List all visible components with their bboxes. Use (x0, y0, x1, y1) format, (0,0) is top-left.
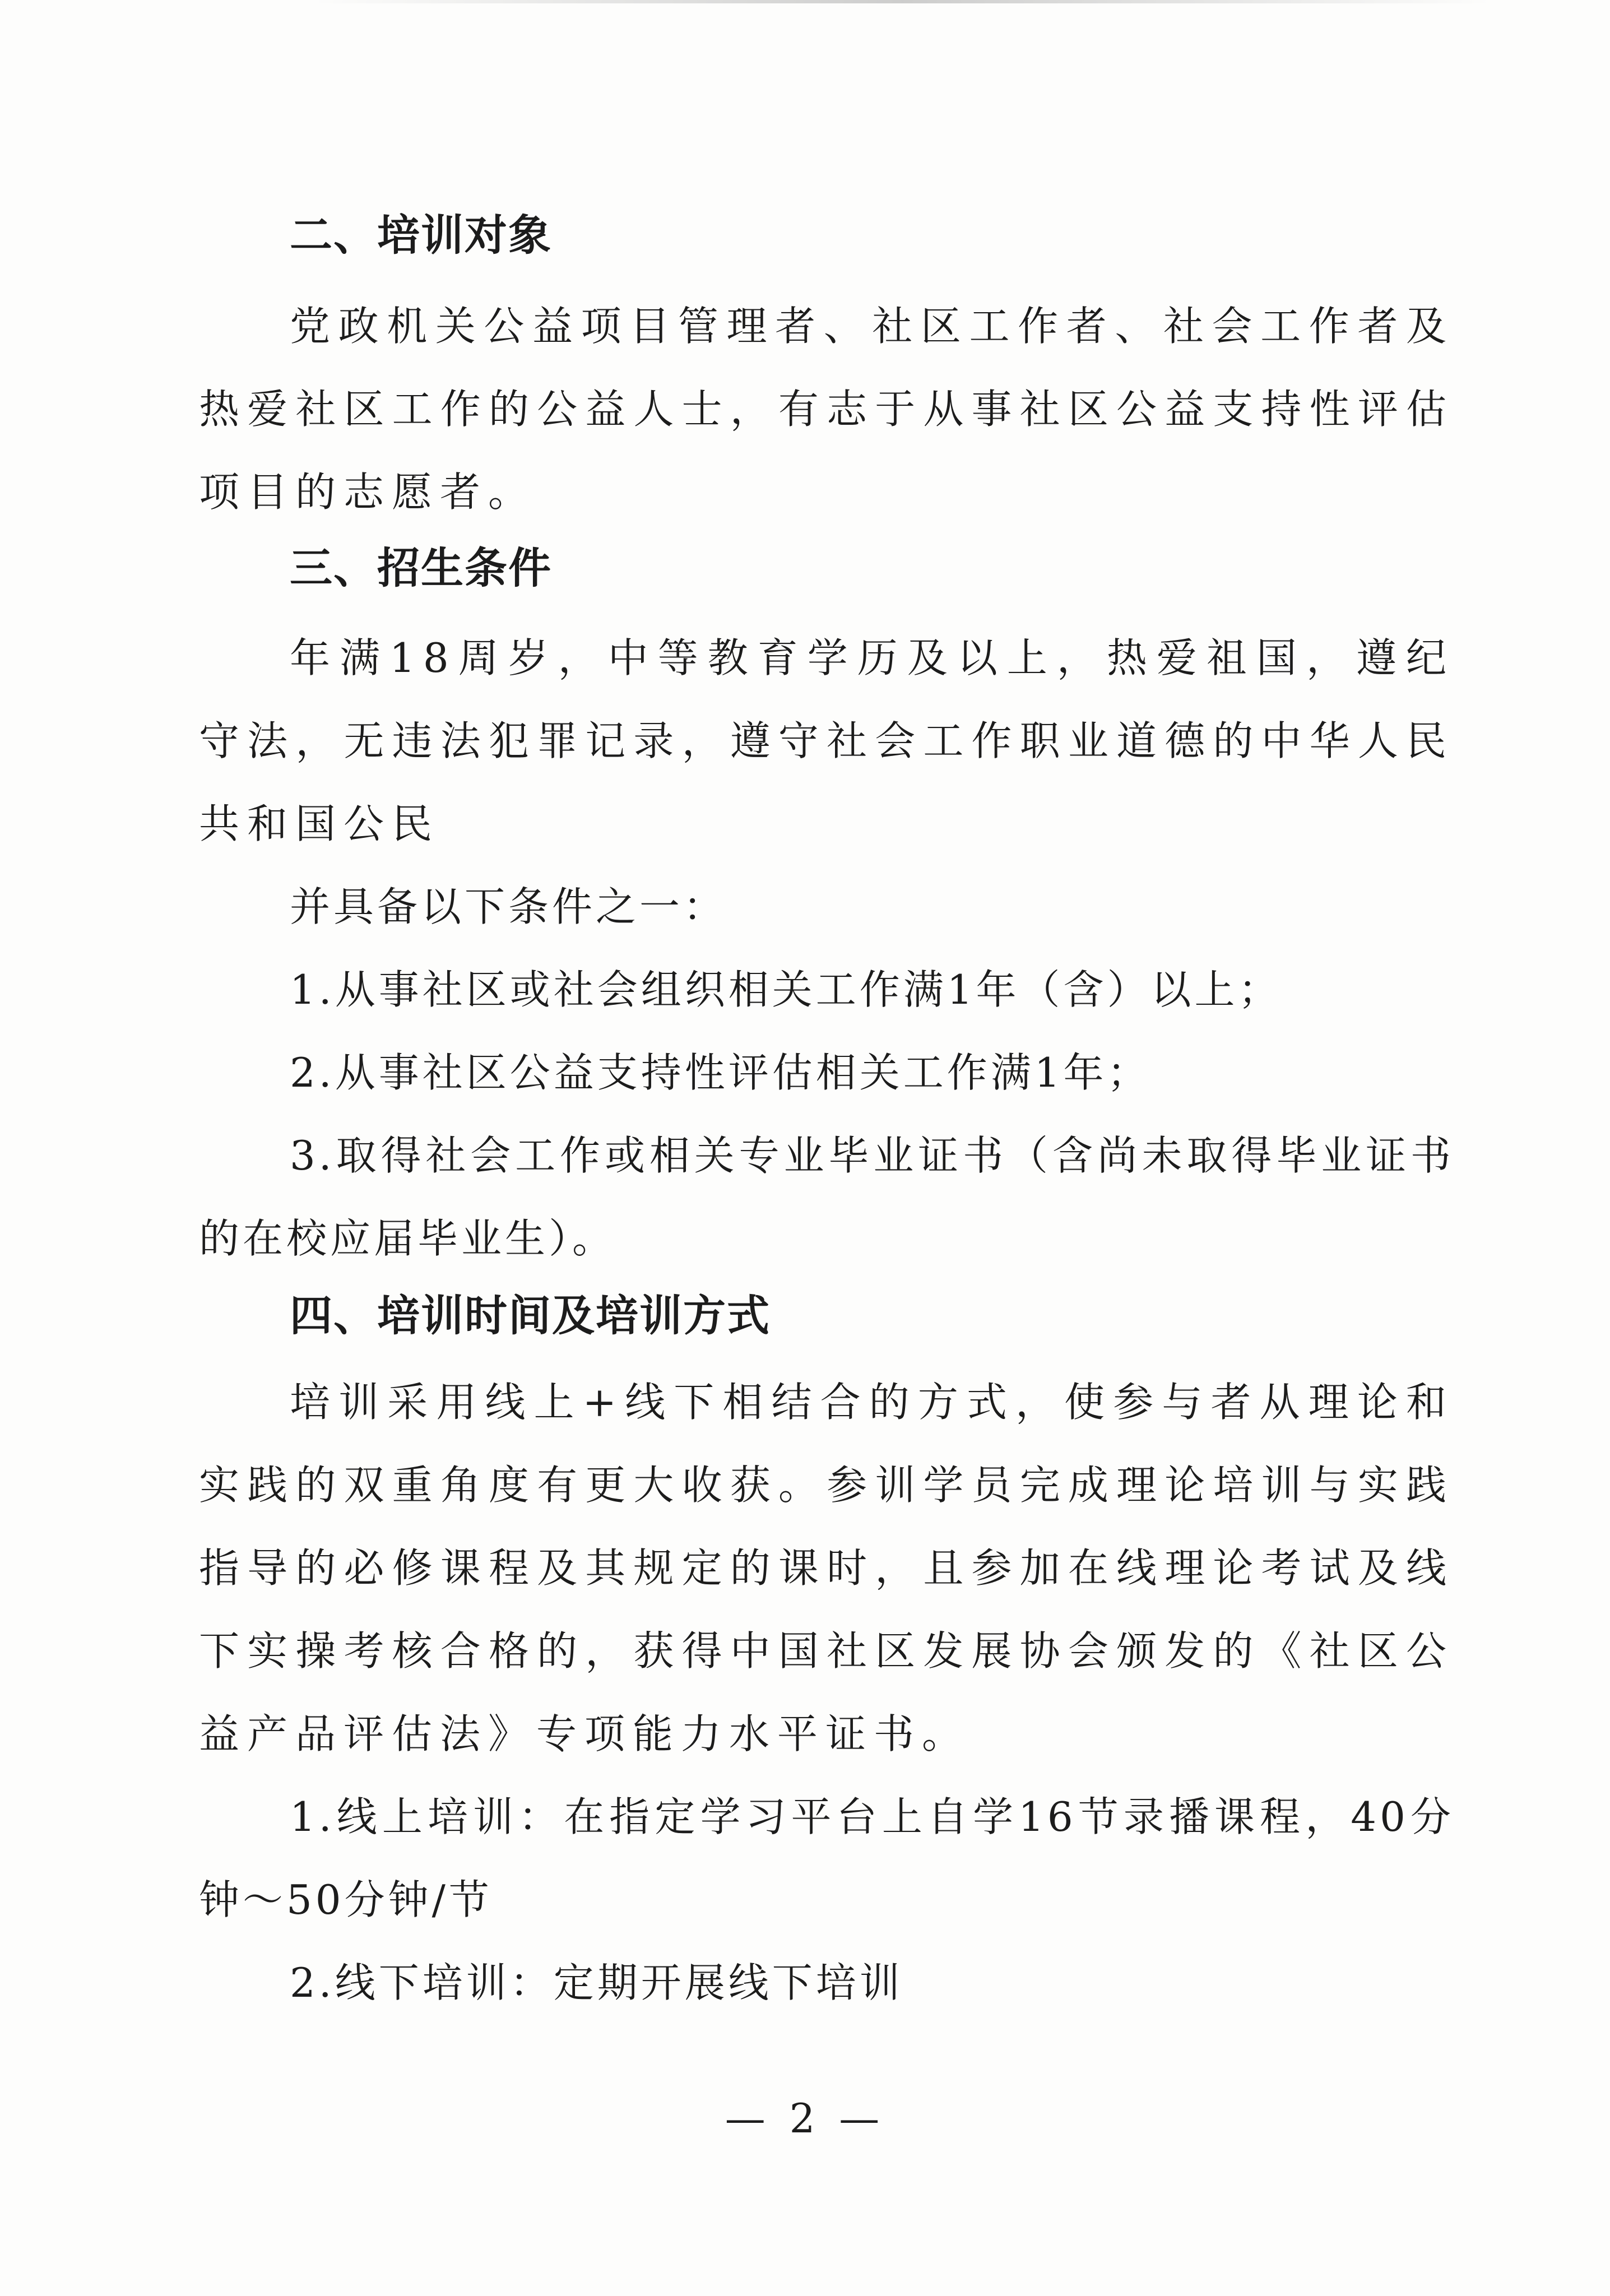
page-number: — 2 — (725, 2095, 885, 2142)
online-training-item: 1.线上培训：在指定学习平台上自学16节录播课程，40分钟～50分钟/节 (199, 1793, 1454, 1923)
section-heading-training-time-and-method: 四、培训时间及培训方式 (290, 1291, 771, 1341)
condition-item: 1.从事社区或社会组织相关工作满1年（含）以上； (290, 966, 1282, 1013)
scan-edge-line (314, 0, 1491, 3)
condition-item: 2.从事社区公益支持性评估相关工作满1年； (290, 1049, 1151, 1096)
offline-training-item: 2.线下培训：定期开展线下培训 (290, 1959, 903, 2006)
section-heading-enrollment-requirements: 三、招生条件 (290, 543, 552, 593)
enrollment-requirements-paragraph: 年满18周岁，中等教育学历及以上，热爱祖国，遵纪守法，无违法犯罪记录，遵守社会工作职业道德的中华人民共和国公民 (199, 634, 1454, 847)
training-method-paragraph: 培训采用线上+线下相结合的方式，使参与者从理论和实践的双重角度有更大收获。参训学员完成理论培训与实践指导的必修课程及其规定的课时，且参加在线理论考试及线下实操考核合格的，获得中国社区发展协会颁发的《社区公益产品评估法》专项能力水平证书。 (199, 1379, 1454, 1757)
training-targets-paragraph: 党政机关公益项目管理者、社区工作者、社会工作者及热爱社区工作的公益人士，有志于从事社区公益支持性评估项目的志愿者。 (199, 303, 1454, 516)
page-content (199, 207, 1454, 2024)
condition-item: 3.取得社会工作或相关专业毕业证书（含尚未取得毕业证书的在校应届毕业生）。 (199, 1132, 1454, 1262)
conditions-intro: 并具备以下条件之一： (290, 883, 727, 930)
section-heading-training-targets: 二、培训对象 (290, 210, 552, 260)
